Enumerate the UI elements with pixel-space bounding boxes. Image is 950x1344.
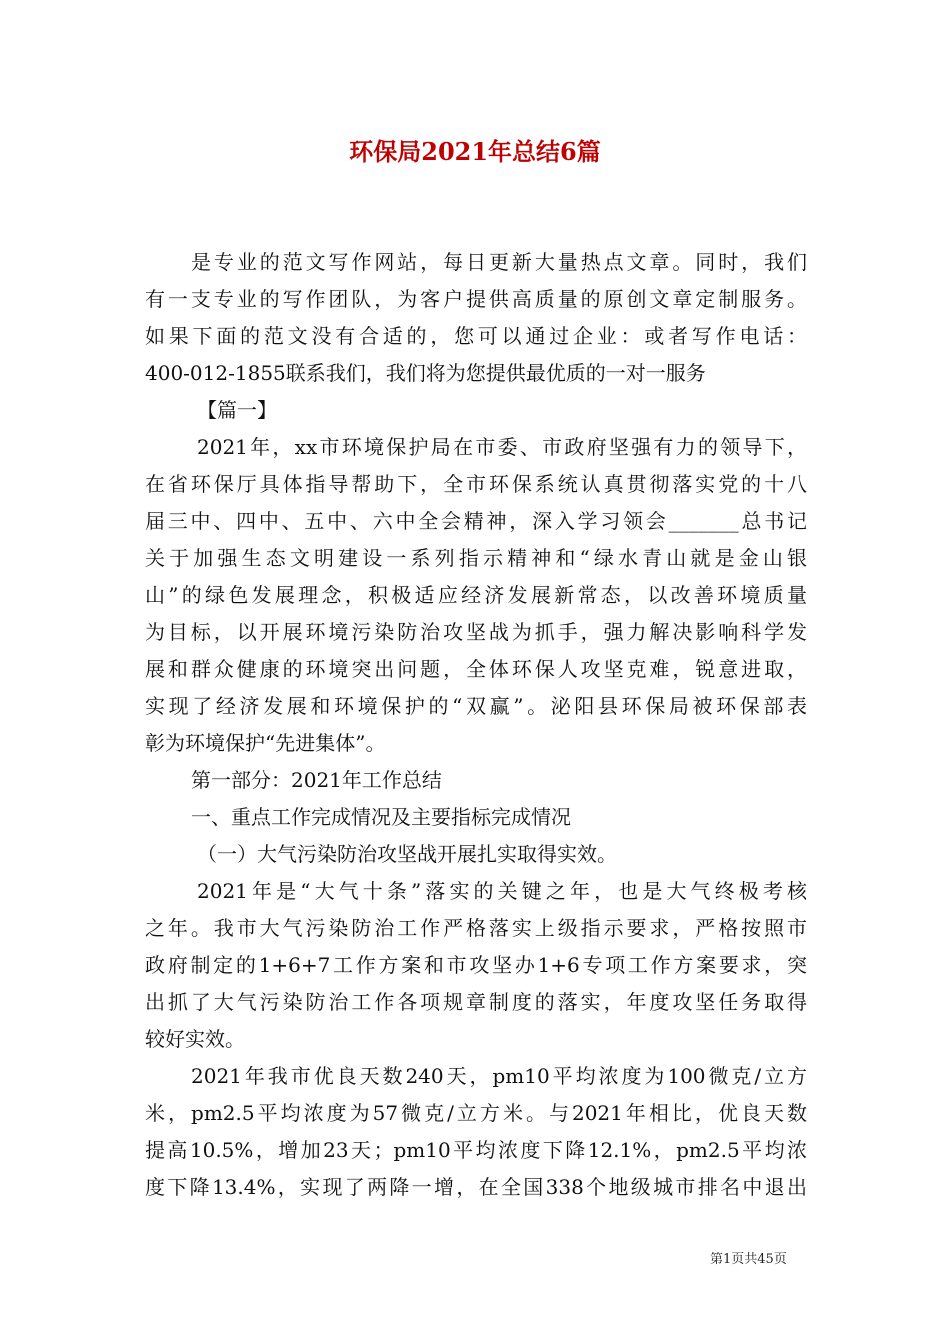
paragraph [145, 873, 807, 1058]
text-line: 2021年我市优良天数240天，pm10平均浓度为100微克/立方 [191, 1064, 807, 1088]
document-body [145, 244, 807, 1206]
text-line: 【篇一】 [197, 398, 277, 422]
text-line: 一、重点工作完成情况及主要指标完成情况 [191, 805, 571, 829]
text-line: 400-012-1855联系我们，我们将为您提供最优质的一对一服务 [145, 361, 706, 385]
text-line: 度下降13.4%，实现了两降一增，在全国338个地级城市排名中退出 [145, 1175, 807, 1199]
page-number: 第1页共45页 [710, 1252, 787, 1267]
text-line: 实现了经济发展和环境保护的“双赢”。泌阳县环保局被环保部表 [145, 694, 807, 718]
paragraph [145, 1058, 807, 1206]
text-line: 较好实效。 [145, 1027, 245, 1051]
text-line: 政府制定的1+6+7工作方案和市攻坚办1+6专项工作方案要求，突 [145, 953, 807, 977]
text-line: 之年。我市大气污染防治工作严格落实上级指示要求，严格按照市 [145, 916, 807, 940]
text-line: （一）大气污染防治攻坚战开展扎实取得实效。 [197, 842, 617, 866]
paragraph [145, 836, 807, 873]
text-line: 届三中、四中、五中、六中全会精神，深入学习领会_______总书记 [145, 509, 807, 533]
paragraph [145, 244, 807, 392]
paragraph [145, 429, 807, 762]
text-line: 2021年，xx市环境保护局在市委、市政府坚强有力的领导下， [197, 435, 807, 459]
text-line: 彰为环境保护“先进集体”。 [145, 731, 386, 755]
paragraph [145, 762, 807, 799]
text-line: 2021年是“大气十条”落实的关键之年，也是大气终极考核 [197, 879, 807, 903]
document-title: 环保局2021年总结6篇 [349, 137, 601, 166]
text-line: 是专业的范文写作网站，每日更新大量热点文章。同时，我们 [191, 250, 807, 274]
text-line: 提高10.5%，增加23天；pm10平均浓度下降12.1%，pm2.5平均浓 [145, 1138, 807, 1162]
text-line: 关于加强生态文明建设一系列指示精神和“绿水青山就是金山银 [145, 546, 807, 570]
text-line: 为目标，以开展环境污染防治攻坚战为抓手，强力解决影响科学发 [145, 620, 807, 644]
text-line: 在省环保厅具体指导帮助下，全市环保系统认真贯彻落实党的十八 [145, 472, 807, 496]
text-line: 有一支专业的写作团队，为客户提供高质量的原创文章定制服务。 [145, 287, 807, 311]
text-line: 出抓了大气污染防治工作各项规章制度的落实，年度攻坚任务取得 [145, 990, 807, 1014]
text-line: 米，pm2.5平均浓度为57微克/立方米。与2021年相比，优良天数 [145, 1101, 807, 1125]
paragraph [145, 392, 807, 429]
text-line: 展和群众健康的环境突出问题，全体环保人攻坚克难，锐意进取， [145, 657, 807, 681]
text-line: 第一部分：2021年工作总结 [191, 768, 442, 792]
text-line: 山”的绿色发展理念，积极适应经济发展新常态，以改善环境质量 [145, 583, 807, 607]
text-line: 如果下面的范文没有合适的，您可以通过企业：或者写作电话： [145, 324, 807, 348]
paragraph [145, 799, 807, 836]
